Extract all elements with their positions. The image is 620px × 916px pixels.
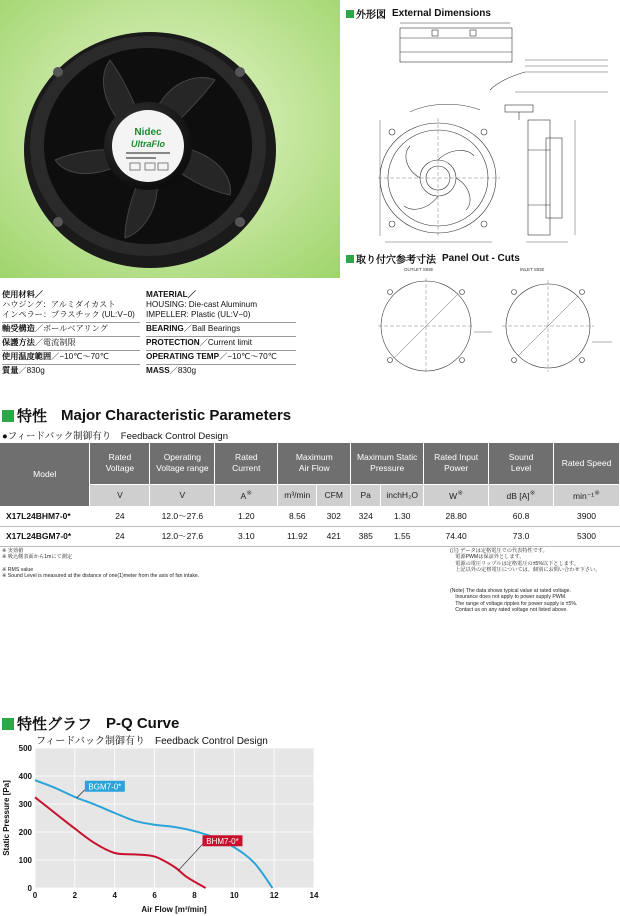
external-dimensions-heading: 外形図 External Dimensions [346,6,491,21]
table-notes-right-en: (Note) The data shows typical value at rated voltage. Insurance does not apply to power supply PWM. The range of voltage ripples for power supply is ±5%. Contact us on any rated voltage not listed above. [450,588,578,614]
table-row: X17L24BHM7-0* 24 12.0〜27.6 1.20 8.56 302 324 1.30 28.80 60.8 3900 [0,506,620,526]
x-tick-label: 12 [269,891,279,900]
table-notes-right-jp: (注) データは定格電圧での代表特性です。 電源PWMは保証外とします。 電源の電圧リップルは定格電圧の±5%以下とします。 上記以外の定格電圧については、個別にお問い合わせ下さい。 [450,548,601,574]
y-tick-label: 300 [18,800,32,809]
panel-cut-drawing [368,272,620,380]
label-series: UltraFlo [130,139,166,149]
unit-v2: V [150,484,215,506]
y-tick-label: 100 [18,856,32,865]
series-label-bhm7: BHM7-0* [206,836,239,846]
characteristics-subtitle: ●フィードバック制御有り Feedback Control Design [2,431,228,442]
header-operating-voltage: Operating Voltage range [150,443,215,484]
y-axis-label: Static Pressure [Pa] [2,780,11,856]
header-air-flow: Maximum Air Flow [278,443,351,484]
chart-subtitle: フィードバック制御有り Feedback Control Design [36,736,268,747]
y-tick-label: 0 [27,884,32,893]
unit-cfm: CFM [317,484,351,506]
green-square-icon [346,255,354,263]
y-tick-label: 400 [18,772,32,781]
unit-rpm: min⁻¹※ [554,484,620,506]
x-axis-label: Air Flow [m³/min] [141,905,207,914]
outlet-side-label: OUTLET SIDE [404,267,434,272]
pq-curve-heading: 特性グラフ P-Q Curve [2,713,179,734]
header-model: Model [0,443,90,506]
inlet-side-label: INLET SIDE [520,267,545,272]
green-square-icon [2,410,14,422]
x-tick-label: 8 [192,891,197,900]
external-dimension-drawing [340,20,620,245]
specs-english: MATERIAL／ HOUSING: Die-cast Aluminum IMPELLER: Plastic (UL:V−0) BEARING／Ball Bearings PROTECTION／Current limit OPERATING TEMP／−10℃〜70℃ MASS／830g [146,290,296,376]
header-rated-current: Rated Current [215,443,278,484]
series-label-bgm7: BGM7-0* [88,782,122,792]
unit-flow-m3: m³/min [278,484,317,506]
x-tick-label: 6 [152,891,157,900]
unit-a: A※ [215,484,278,506]
specs-japanese: 使用材料／ ハウジング：アルミダイカスト インペラー：プラスチック (UL:V−0) 軸受構造／ボールベアリング 保護方法／電流制限 使用温度範囲／−10℃〜70℃ 質量／830g [2,290,140,376]
x-tick-label: 2 [72,891,78,900]
characteristics-heading: 特性 Major Characteristic Parameters [2,405,291,426]
table-row: X17L24BGM7-0* 24 12.0〜27.6 3.10 11.92 421 385 1.55 74.40 73.0 5300 [0,526,620,546]
fan-product-photo [0,0,340,278]
header-rated-speed: Rated Speed [554,443,620,484]
unit-db: dB [A]※ [489,484,554,506]
x-tick-label: 4 [112,891,117,900]
x-tick-label: 10 [229,891,239,900]
panel-cut-heading: 取り付穴参考寸法 Panel Out - Cuts [346,251,520,266]
unit-pa: Pa [351,484,381,506]
x-tick-label: 14 [309,891,319,900]
unit-v1: V [90,484,150,506]
pq-chart-svg [0,728,340,916]
label-brand: Nidec [134,127,162,138]
y-tick-label: 200 [18,828,32,837]
unit-w: W※ [424,484,489,506]
unit-inh2o: inchH₂O [381,484,424,506]
header-static-pressure: Maximum Static Pressure [351,443,424,484]
y-tick-label: 500 [18,744,32,753]
header-rated-voltage: Rated Voltage [90,443,150,484]
characteristics-table [0,443,620,547]
green-square-icon [346,10,354,18]
x-tick-label: 0 [32,891,38,900]
pq-chart [0,728,340,916]
header-input-power: Rated Input Power [424,443,489,484]
header-sound-level: Sound Level [489,443,554,484]
table-notes-left: ※ 実効値 ※ 吸込側表面から1mにて測定 ※ RMS value ※ Sound Level is measured at the distance of one(1)meter from the axis of fan intake. [2,548,200,580]
